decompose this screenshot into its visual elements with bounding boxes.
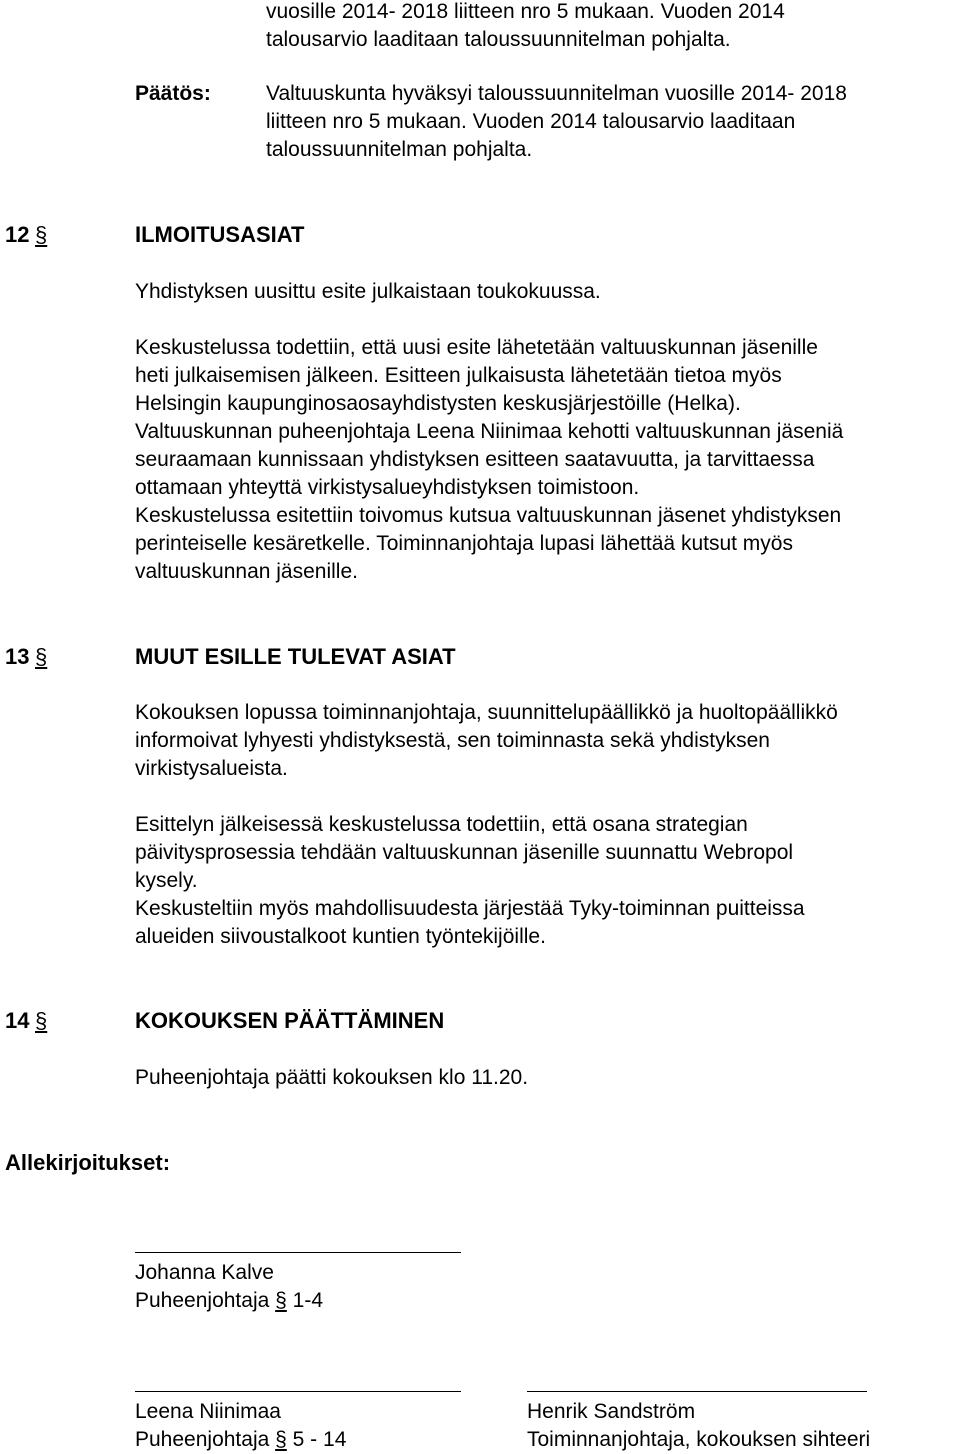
section-14-number: 14 <box>5 1008 30 1033</box>
section-13-para-1-line-1: Kokouksen lopussa toiminnanjohtaja, suunnittelupäällikkö ja huoltopäällikkö <box>135 701 838 724</box>
section-symbol: § <box>35 644 48 669</box>
intro-line-2: talousarvio laaditaan taloussuunnitelman pohjalta. <box>266 28 731 51</box>
section-13-para-2-line-2: päivitysprosessia tehdään valtuuskunnan jäsenille suunnattu Webropol <box>135 841 794 864</box>
section-13-para-2-line-5: alueiden siivoustalkoot kuntien työntekijöille. <box>135 925 546 948</box>
section-13-para-1-line-2: informoivat lyhyesti yhdistyksestä, sen toiminnasta sekä yhdistyksen <box>135 729 770 752</box>
signer-3-name: Henrik Sandström <box>527 1400 696 1423</box>
section-12-para-2-line-9: valtuuskunnan jäsenille. <box>135 560 358 583</box>
decision-line-1: Valtuuskunta hyväksyi taloussuunnitelman vuosille 2014- 2018 <box>266 82 847 105</box>
signature-line-2 <box>135 1391 461 1392</box>
section-12-para-2-line-3: Helsingin kaupunginosaosayhdistysten keskusjärjestöille (Helka). <box>135 392 741 415</box>
section-13-para-1-line-3: virkistysalueista. <box>135 757 288 780</box>
section-symbol: § <box>275 1289 287 1312</box>
section-13-para-2-line-4: Keskusteltiin myös mahdollisuudesta järjestää Tyky-toiminnan puitteissa <box>135 897 805 920</box>
section-12-para-2-line-1: Keskustelussa todettiin, että uusi esite lähetetään valtuuskunnan jäsenille <box>135 336 818 359</box>
section-14-title: KOKOUKSEN PÄÄTTÄMINEN <box>135 1008 445 1033</box>
decision-line-2: liitteen nro 5 mukaan. Vuoden 2014 talousarvio laaditaan <box>266 110 796 133</box>
signer-1-role-suffix: 1-4 <box>292 1289 324 1312</box>
section-symbol: § <box>35 1008 48 1033</box>
section-13-para-2-line-1: Esittelyn jälkeisessä keskustelussa todettiin, että osana strategian <box>135 813 748 836</box>
section-symbol: § <box>275 1428 287 1451</box>
signer-2-role-prefix: Puheenjohtaja <box>135 1428 270 1451</box>
section-12-para-2-line-4: Valtuuskunnan puheenjohtaja Leena Niinimaa kehotti valtuuskunnan jäseniä <box>135 420 844 443</box>
signer-1-role-prefix: Puheenjohtaja <box>135 1289 270 1312</box>
section-12-para-2-line-6: ottamaan yhteyttä virkistysalueyhdistyksen toimistoon. <box>135 476 640 499</box>
section-symbol: § <box>35 222 48 247</box>
section-13-number: 13 <box>5 644 30 669</box>
section-13-para-2-line-3: kysely. <box>135 869 198 892</box>
signature-line-1 <box>135 1252 461 1253</box>
signer-1-name: Johanna Kalve <box>135 1261 274 1284</box>
section-14-para-1-line-1: Puheenjohtaja päätti kokouksen klo 11.20. <box>135 1066 529 1089</box>
section-12-para-2-line-8: perinteiselle kesäretkelle. Toiminnanjohtaja lupasi lähettää kutsut myös <box>135 532 793 555</box>
decision-line-3: taloussuunnitelman pohjalta. <box>266 138 533 161</box>
section-12-para-2-line-5: seuraamaan kunnissaan yhdistyksen esitteen saatavuutta, ja tarvittaessa <box>135 448 815 471</box>
signer-2-role <box>135 1426 346 1454</box>
intro-line-1: vuosille 2014- 2018 liitteen nro 5 mukaan. Vuoden 2014 <box>266 0 785 23</box>
section-13-title: MUUT ESILLE TULEVAT ASIAT <box>135 644 456 669</box>
decision-label: Päätös: <box>135 82 211 105</box>
section-12-title: ILMOITUSASIAT <box>135 222 305 247</box>
section-12-para-1-line-1: Yhdistyksen uusittu esite julkaistaan toukokuussa. <box>135 280 601 303</box>
signatures-heading: Allekirjoitukset: <box>5 1150 171 1175</box>
section-12-para-2-line-2: heti julkaisemisen jälkeen. Esitteen julkaisusta lähetetään tietoa myös <box>135 364 782 387</box>
signer-3-role: Toiminnanjohtaja, kokouksen sihteeri <box>527 1428 871 1451</box>
section-12-para-2-line-7: Keskustelussa esitettiin toivomus kutsua valtuuskunnan jäsenet yhdistyksen <box>135 504 842 527</box>
section-12-number: 12 <box>5 222 30 247</box>
signer-2-role-suffix: 5 - 14 <box>292 1428 347 1451</box>
signature-line-3 <box>527 1391 867 1392</box>
signer-1-role <box>135 1287 323 1315</box>
signer-2-name: Leena Niinimaa <box>135 1400 281 1423</box>
